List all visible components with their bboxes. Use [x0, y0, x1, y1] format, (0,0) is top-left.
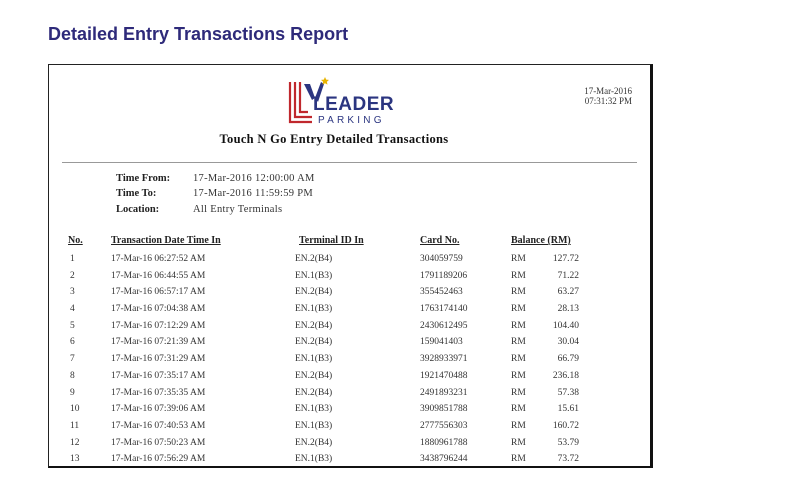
cell-terminal: EN.1(B3) [295, 454, 333, 465]
cell-terminal: EN.1(B3) [295, 270, 333, 281]
cell-currency: RM [511, 304, 526, 315]
col-header-no: No. [68, 235, 83, 246]
cell-card: 159041403 [420, 337, 463, 348]
table-row [49, 252, 649, 269]
cell-card: 3928933971 [420, 354, 468, 365]
divider [62, 162, 637, 163]
table-row [49, 419, 649, 436]
cell-no: 3 [70, 287, 75, 298]
transactions-table [49, 252, 649, 468]
cell-no: 7 [70, 354, 75, 365]
cell-datetime: 17-Mar-16 07:31:29 AM [111, 354, 206, 365]
cell-card: 304059759 [420, 254, 463, 264]
col-header-datetime: Transaction Date Time In [111, 235, 221, 246]
cell-datetime: 17-Mar-16 07:50:23 AM [111, 437, 206, 448]
cell-terminal: EN.2(B4) [295, 287, 333, 298]
table-row [49, 352, 649, 369]
cell-terminal: EN.1(B3) [295, 304, 333, 315]
cell-no: 2 [70, 270, 75, 281]
cell-datetime: 17-Mar-16 07:40:53 AM [111, 420, 206, 431]
cell-no: 13 [70, 454, 80, 465]
page-heading: Detailed Entry Transactions Report [48, 24, 349, 44]
table-row [49, 335, 649, 352]
report-time: 07:31:32 PM [584, 96, 632, 106]
time-to-value: 17-Mar-2016 11:59:59 PM [193, 188, 314, 199]
cell-no: 9 [70, 387, 75, 398]
cell-balance: 73.72 [557, 454, 579, 465]
cell-terminal: EN.1(B3) [295, 354, 333, 365]
time-from-label: Time From: [116, 173, 171, 184]
cell-datetime: 17-Mar-16 07:35:35 AM [111, 387, 206, 398]
table-row [49, 436, 649, 453]
cell-card: 1791189206 [420, 270, 468, 281]
cell-currency: RM [511, 254, 526, 264]
cell-no: 8 [70, 370, 75, 381]
cell-balance: 57.38 [557, 387, 579, 398]
cell-balance: 160.72 [552, 420, 579, 431]
table-row [49, 269, 649, 286]
cell-balance: 236.18 [552, 370, 579, 381]
cell-currency: RM [511, 370, 526, 381]
cell-datetime: 17-Mar-16 07:12:29 AM [111, 320, 206, 331]
cell-no: 1 [70, 254, 75, 264]
cell-balance: 15.61 [557, 404, 579, 415]
cell-balance: 66.79 [557, 354, 579, 365]
cell-no: 12 [70, 437, 80, 448]
table-row [49, 319, 649, 336]
cell-card: 3438796244 [420, 454, 468, 465]
table-row [49, 386, 649, 403]
table-row [49, 285, 649, 302]
report-date: 17-Mar-2016 [584, 86, 632, 96]
report-timestamp [584, 86, 632, 106]
cell-balance: 127.72 [552, 254, 579, 264]
cell-terminal: EN.2(B4) [295, 337, 333, 348]
cell-card: 3909851788 [420, 404, 468, 415]
cell-currency: RM [511, 287, 526, 298]
cell-balance: 71.22 [557, 270, 579, 281]
cell-card: 1880961788 [420, 437, 468, 448]
table-row [49, 369, 649, 386]
cell-card: 1921470488 [420, 370, 468, 381]
table-row [49, 452, 649, 468]
location-value: All Entry Terminals [193, 204, 283, 215]
cell-datetime: 17-Mar-16 07:04:38 AM [111, 304, 206, 315]
cell-no: 11 [70, 420, 80, 431]
cell-terminal: EN.2(B4) [295, 254, 333, 264]
cell-currency: RM [511, 337, 526, 348]
cell-terminal: EN.2(B4) [295, 320, 333, 331]
logo-subtitle: PARKING [318, 115, 385, 126]
cell-datetime: 17-Mar-16 06:44:55 AM [111, 270, 206, 281]
cell-card: 355452463 [420, 287, 463, 298]
cell-balance: 53.79 [557, 437, 579, 448]
table-row [49, 302, 649, 319]
col-header-terminal: Terminal ID In [299, 235, 364, 246]
report-title: Touch N Go Entry Detailed Transactions [219, 132, 449, 146]
time-from-value: 17-Mar-2016 12:00:00 AM [193, 173, 315, 184]
cell-terminal: EN.1(B3) [295, 404, 333, 415]
location-label: Location: [116, 204, 160, 215]
cell-datetime: 17-Mar-16 06:57:17 AM [111, 287, 206, 298]
cell-no: 4 [70, 304, 75, 315]
cell-no: 5 [70, 320, 75, 331]
cell-terminal: EN.2(B4) [295, 437, 333, 448]
cell-balance: 104.40 [552, 320, 579, 331]
cell-currency: RM [511, 404, 526, 415]
cell-datetime: 17-Mar-16 07:35:17 AM [111, 370, 206, 381]
logo-wordmark: LEADER [313, 94, 395, 115]
cell-currency: RM [511, 420, 526, 431]
cell-datetime: 17-Mar-16 06:27:52 AM [111, 254, 206, 264]
cell-balance: 63.27 [557, 287, 579, 298]
cell-currency: RM [511, 320, 526, 331]
cell-datetime: 17-Mar-16 07:21:39 AM [111, 337, 206, 348]
cell-card: 2430612495 [420, 320, 468, 331]
cell-terminal: EN.2(B4) [295, 387, 333, 398]
cell-balance: 30.04 [557, 337, 579, 348]
cell-currency: RM [511, 454, 526, 465]
report-document [48, 64, 653, 468]
cell-terminal: EN.1(B3) [295, 420, 333, 431]
cell-card: 2777556303 [420, 420, 468, 431]
cell-card: 2491893231 [420, 387, 468, 398]
col-header-card: Card No. [420, 235, 460, 246]
cell-no: 6 [70, 337, 75, 348]
col-header-balance: Balance (RM) [511, 235, 571, 246]
cell-balance: 28.13 [557, 304, 579, 315]
table-row [49, 402, 649, 419]
cell-currency: RM [511, 387, 526, 398]
cell-no: 10 [70, 404, 80, 415]
cell-datetime: 17-Mar-16 07:39:06 AM [111, 404, 206, 415]
cell-currency: RM [511, 270, 526, 281]
cell-terminal: EN.2(B4) [295, 370, 333, 381]
cell-datetime: 17-Mar-16 07:56:29 AM [111, 454, 206, 465]
cell-currency: RM [511, 354, 526, 365]
time-to-label: Time To: [116, 188, 157, 199]
cell-card: 1763174140 [420, 304, 468, 315]
cell-currency: RM [511, 437, 526, 448]
